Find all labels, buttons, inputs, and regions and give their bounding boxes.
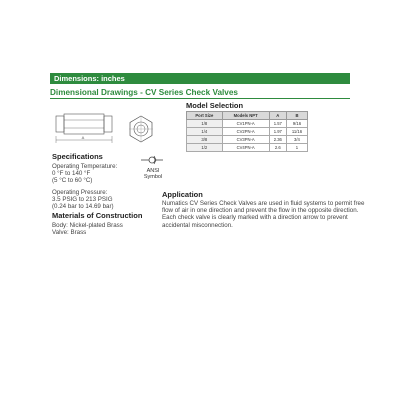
dimension-b-cell: 11/16 — [286, 128, 307, 136]
application-line: flow of air in one direction and prevent the flow in the opposite direction. — [162, 207, 359, 215]
table-header-row — [187, 112, 308, 120]
table-row — [187, 136, 308, 144]
dimension-b-cell: 9/16 — [286, 120, 307, 128]
model-selection-table — [186, 111, 308, 152]
model-selection-title: Model Selection — [186, 101, 244, 110]
column-header-a: A — [269, 112, 286, 120]
temperature-fahrenheit: 0 °F to 140 °F — [52, 170, 91, 178]
dimension-a-cell: 1.97 — [269, 128, 286, 136]
table-row — [187, 120, 308, 128]
application-line: accidental misconnection. — [162, 221, 233, 229]
dimension-a-cell: 2.6 — [269, 144, 286, 152]
ansi-check-valve-icon — [140, 152, 164, 168]
body-material: Body: Nickel-plated Brass — [52, 222, 123, 229]
port-size-cell: 1/8 — [187, 120, 223, 128]
pressure-bar: (0.24 bar to 14.69 bar) — [52, 203, 114, 211]
materials-body — [52, 222, 123, 236]
column-header-port-size: Port Size — [187, 112, 223, 120]
specifications-body — [52, 163, 117, 210]
title-divider — [50, 98, 350, 99]
model-cell: CV3PN-A — [222, 136, 269, 144]
page-title: Dimensional Drawings - CV Series Check Valves — [50, 88, 238, 97]
table-row — [187, 144, 308, 152]
model-cell: CV1PN-A — [222, 120, 269, 128]
dimensions-banner: Dimensions: inches — [50, 73, 350, 84]
valve-hex-end-view — [126, 114, 156, 144]
operating-temperature-label: Operating Temperature: — [52, 163, 118, 170]
temperature-celsius: (5 °C to 60 °C) — [52, 177, 93, 185]
port-size-cell: 1/2 — [187, 144, 223, 152]
operating-pressure-label: Operating Pressure: — [52, 188, 108, 196]
application-body — [162, 200, 364, 229]
application-line: Numatics CV Series Check Valves are used in fluid systems to permit free — [162, 200, 365, 207]
port-size-cell: 1/4 — [187, 128, 223, 136]
column-header-models-npt: Models NPT — [222, 112, 269, 120]
specifications-title: Specifications — [52, 152, 103, 161]
dimension-a-cell: 2.36 — [269, 136, 286, 144]
valve-material: Valve: Brass — [52, 229, 87, 237]
application-line: Each check valve is clearly marked with a direction arrow to prevent — [162, 214, 348, 222]
model-cell: CV4PN-A — [222, 144, 269, 152]
dimension-b-cell: 1 — [286, 144, 307, 152]
dimension-a-label: A — [81, 135, 85, 140]
ansi-symbol-caption: ANSI Symbol — [143, 168, 163, 180]
model-cell: CV2PN-A — [222, 128, 269, 136]
dimension-b-cell: 3/4 — [286, 136, 307, 144]
column-header-b: B — [286, 112, 307, 120]
materials-title: Materials of Construction — [52, 211, 143, 220]
pressure-psig: 3.5 PSIG to 213 PSIG — [52, 195, 113, 203]
dimension-a-cell: 1.57 — [269, 120, 286, 128]
application-title: Application — [162, 190, 203, 199]
port-size-cell: 3/8 — [187, 136, 223, 144]
table-row — [187, 128, 308, 136]
